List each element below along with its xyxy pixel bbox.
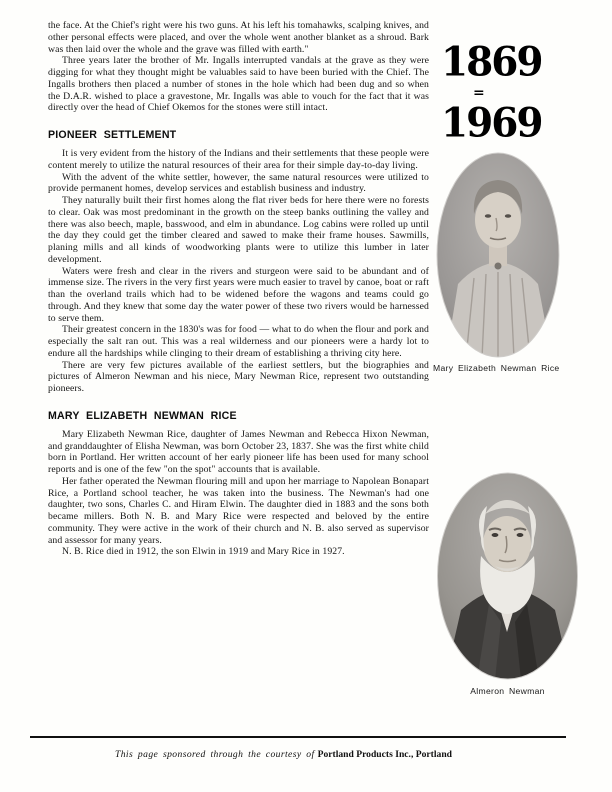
section-heading-mary-rice: MARY ELIZABETH NEWMAN RICE: [48, 409, 237, 422]
portrait-photo-almeron: [437, 472, 578, 680]
paragraph-pioneer-2: With the advent of the white settler, however, the same natural resources were utilized to provide permanent homes, develop services and establish business and industry.: [48, 171, 429, 195]
photo-caption-almeron: Almeron Newman: [470, 686, 545, 696]
paragraph-opening-2: Three years later the brother of Mr. Ingalls interrupted vandals at the grave as they were digging for what they thought might be valuables said to have been buried with the Chief. The Ingalls brothers then placed a number of stones in the hole which had been dug and so when the D.A.R. wished to place a gravestone, Mr. Ingalls was able to vouch for the fact that it was directly over the head of Chief Okemos for the stones were still intact.: [48, 55, 429, 114]
section-heading-pioneer-settlement: PIONEER SETTLEMENT: [48, 129, 177, 141]
sponsor-line: [115, 749, 452, 760]
paragraph-mary-1: Mary Elizabeth Newman Rice, daughter of James Newman and Rebecca Hixon Newman, and granddaughter of Elisha Newman, was born October 23, 1837. She was the first white child born in Portland. Her written account of her early pioneer life has been used for many school reports and is one of the few "on the spot" accounts that is available.: [48, 428, 429, 475]
paragraph-mary-2: Her father operated the Newman flouring mill and upon her marriage to Napolean Bonapart Rice, a Portland school teacher, he was taken into the business. The Newman's had one daughter, two sons, Charles C. and Hiram Elwin. The daughter died in 1883 and the sons both became millers. Both N. B. and Mary Rice were respected and beloved by the entire community. They were active in the work of their church and N. B. also served as supervisor and assessor for many years.: [48, 475, 429, 546]
paragraph-mary-3: N. B. Rice died in 1912, the son Elwin in 1919 and Mary Rice in 1927.: [62, 546, 345, 558]
sponsor-name-text: Portland Products Inc., Portland: [317, 749, 452, 760]
paragraph-pioneer-3: They naturally built their first homes along the flat river beds for here there were no forests to clear. Oak was most predominant in the growth on the steep banks outlining the valley and there was also beech, maple, basswood, and elm in abundance. Log cabins were rolled up until the day they could get the timber cleared and sawed to make their frame houses. Sawmills, planing mills and all kinds of woodworking plants were to utilize this lumber in later development.: [48, 195, 429, 265]
footer-rule: [30, 736, 566, 738]
anniversary-year-1869: 1869: [441, 38, 542, 86]
main-text-column: [48, 20, 429, 558]
sponsor-prefix-text: This page sponsored through the courtesy of: [115, 749, 315, 760]
paragraph-pioneer-6: There are very few pictures available of the earliest settlers, but the biographies and pictures of Almeron Newman and his niece, Mary Newman Rice, represent two outstanding pioneers.: [48, 359, 429, 394]
anniversary-1869-1969: [441, 38, 542, 147]
photo-caption-mary: Mary Elizabeth Newman Rice: [433, 363, 560, 373]
paragraph-opening-1: the face. At the Chief's right were his two guns. At his left his tomahawks, scalping knives, and other personal effects were placed, and over the whole went another blanket as a shroud. Bark was then laid over the whole and the grave was filled with earth.": [48, 20, 429, 55]
anniversary-year-1969: 1969: [441, 99, 542, 147]
equals-sign: =: [473, 85, 485, 101]
paragraph-pioneer-1: It is very evident from the history of the Indians and their settlements that these people were content merely to utilize the natural resources of their area for their simple day-to-day living.: [48, 148, 429, 171]
paragraph-pioneer-5: Their greatest concern in the 1830's was for food — what to do when the flour and pork and especially the salt ran out. This was a real wilderness and our pioneers were a hardy lot to endure all the hardships while clinging to their dream of establishing a thriving city here.: [48, 324, 429, 359]
portrait-photo-mary: [436, 152, 560, 358]
paragraph-pioneer-4: Waters were fresh and clear in the rivers and sturgeon were said to be abundant and of immense size. The rivers in the very first years were much easier to travel by canoe, boat or raft than the overland trails which had to be widened before the wagons and teams could go through. And they knew that some day the water power of these two rivers would be harnessed to serve them.: [48, 265, 429, 324]
